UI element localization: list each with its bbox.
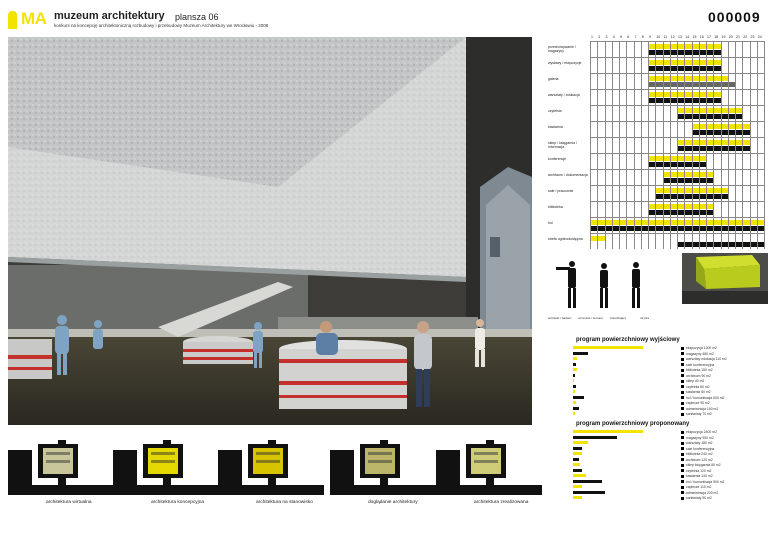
program-legend-item: archiwum 120 m2 [681,458,713,462]
program-existing-chart [573,346,763,416]
program-legend-item: kawiarnia 140 m2 [681,474,713,478]
sheet-number: 000009 [708,9,761,25]
program-legend-item: sanitariaty 70 m2 [681,412,712,416]
program-bar [573,463,580,466]
people-label: turysta [640,316,650,320]
panel-label: architektura koncepcyjna [151,500,205,505]
program-bar [573,430,643,433]
hour-label: 2 [598,35,601,39]
program-proposed-title: program powierzchniowy proponowany [576,421,690,427]
program-existing-title: program powierzchniowy wyjściowy [576,337,680,343]
logo-text: MA [21,9,47,28]
program-bar [573,379,574,382]
schedule-bar [677,108,742,113]
hour-label: 15 [692,35,697,39]
schedule-row-label: sklep / księgarnia / informacja [548,141,577,149]
hour-label: 21 [736,35,740,39]
hour-label: 5 [620,35,622,39]
people-label: architekt / badacz [548,316,572,320]
program-bar [573,452,582,455]
program-bar [573,491,605,494]
schedule-row-label: kawiarnia [548,125,563,129]
sheet-label: plansza 06 [175,12,219,22]
panel-diagram [436,440,542,495]
hour-label: 10 [656,35,661,39]
poster-title: muzeum architektury [54,10,165,22]
program-bar [573,363,576,366]
panel-label: architektura zrealizowana [474,500,529,505]
schedule-row-label: galeria [548,77,559,81]
program-legend-item: sanitariaty 90 m2 [681,496,712,500]
hour-label: 23 [750,35,755,39]
hour-label: 3 [605,35,608,39]
program-bar [573,401,576,404]
hour-label: 4 [612,35,615,39]
program-bar [573,412,575,415]
program-proposed-chart [573,430,763,508]
hour-label: 19 [721,35,726,39]
program-bar [573,396,584,399]
schedule-bar [648,210,713,215]
program-bar [573,374,575,377]
hour-label: 13 [678,35,682,39]
interior-render-image [8,37,532,425]
program-bar [573,485,582,488]
program-legend-item: archiwum 90 m2 [681,374,711,378]
program-bar [573,458,579,461]
hour-label: 20 [728,35,733,39]
schedule-row-label: strefa ogólnodostępna [548,237,583,241]
program-legend-item: zaplecze 110 m2 [681,485,711,489]
hour-label: 16 [699,35,704,39]
program-legend-item: sklep księgarnia 80 m2 [681,463,721,467]
schedule-row-label: wystawy / ekspozycje [548,61,582,65]
program-bar [573,447,582,450]
schedule-bar [648,76,728,81]
program-bar [573,346,643,349]
schedule-row-label: hol [548,221,553,225]
program-bar [573,496,582,499]
reception-desk-left [8,339,52,379]
schedule-row-label: czytelnia [548,109,562,113]
schedule-bar [677,114,742,119]
panel-label: architektura wirtualna [46,500,92,505]
program-bar [573,390,575,393]
schedule-row-label: przechowywanie / magazyny [548,45,576,53]
schedule-row-label: biblioteka [548,205,563,209]
program-legend-item: warsztaty 180 m2 [681,441,713,445]
schedule-bar [648,204,713,209]
panel-label: architektura na stanowisko [256,500,313,505]
program-legend-item: ekspozycja 1200 m2 [681,346,717,350]
panel-diagram [113,440,219,495]
hour-label: 6 [627,35,630,39]
schedule-row-label: warsztaty / edukacja [548,93,580,97]
program-bar [573,357,577,360]
program-bar [573,407,579,410]
program-bar [573,352,588,355]
hour-label: 7 [634,35,637,39]
hour-label: 22 [743,35,748,39]
program-bar [573,480,602,483]
hour-label: 9 [649,35,651,39]
panel-diagram [330,440,436,495]
program-legend-item: sklep 40 m2 [681,379,704,383]
hour-label: 14 [685,35,690,39]
program-legend-item: magazyny 480 m2 [681,352,714,356]
people-label: zwiedzający [610,316,627,320]
program-legend-item: zaplecze 90 m2 [681,401,710,405]
schedule-row-label: archiwum / dokumentacja [548,173,588,177]
program-legend-item: kawiarnia 60 m2 [681,390,711,394]
logo-mark [8,11,17,29]
program-legend-item: warsztaty edukacja 110 m2 [681,357,727,361]
program-legend-item: ekspozycja 2400 m2 [681,430,717,434]
program-bar [573,368,577,371]
program-legend-item: sale konferencyjna [681,363,714,367]
program-bar [573,474,586,477]
program-legend-item: magazyny 900 m2 [681,436,714,440]
program-bar [573,385,576,388]
schedule-row-label: konferencje [548,157,567,161]
panel-label: doglądanie architektury [368,500,418,505]
program-legend-item: czytelnia 80 m2 [681,385,710,389]
hour-label: 17 [707,35,711,39]
program-bar [573,441,588,444]
program-legend-item: czytelnia 120 m2 [681,469,711,473]
hour-label: 1 [591,35,593,39]
poster-subtitle: konkurs na koncepcję architektoniczną rozbudowy i przebudowy Muzeum Architektury we Wrocławiu - 2008 [54,23,269,28]
program-legend-item: biblioteka 150 m2 [681,368,713,372]
cube-thumbnail-image [682,253,768,304]
user-types-figures [548,256,678,322]
schedule-row-label: sale / pracownie [548,189,574,193]
people-label: uczestnik / kursant [578,316,603,320]
hour-label: 11 [663,35,668,39]
program-legend-item: biblioteka 240 m2 [681,452,713,456]
panel-diagram [218,440,324,495]
hour-label: 18 [714,35,719,39]
program-legend-item: hol / komunikacja 600 m2 [681,396,724,400]
hour-label: 24 [757,35,762,39]
panel-diagram [8,440,114,495]
program-bar [573,436,617,439]
hour-label: 12 [670,35,675,39]
program-legend-item: administracja 160 m2 [681,407,718,411]
program-legend-item: administracja 200 m2 [681,491,718,495]
hour-label: 8 [641,35,644,39]
program-legend-item: sale konferencyjna [681,447,714,451]
program-bar [573,469,582,472]
program-legend-item: hol / komunikacja 900 m2 [681,480,724,484]
hourly-schedule-chart [548,35,766,250]
